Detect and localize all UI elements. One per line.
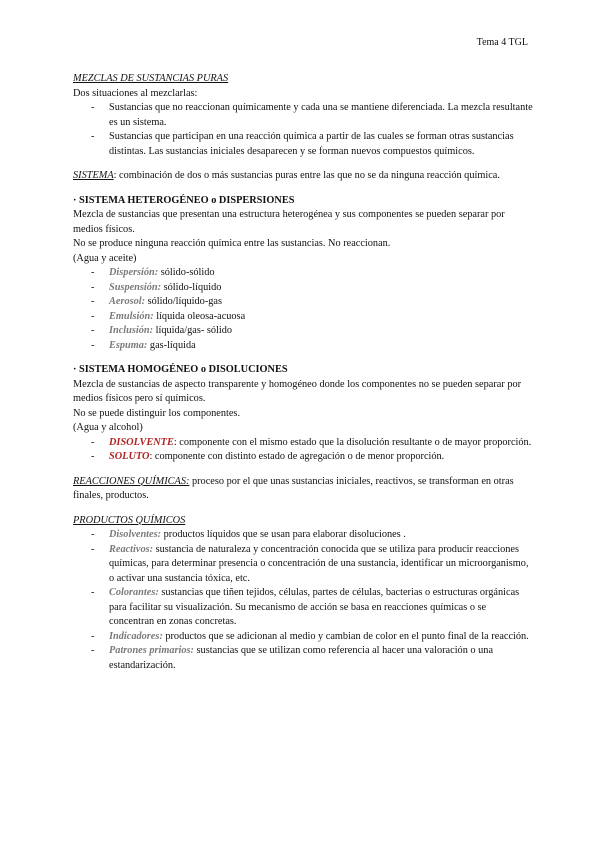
reacciones-definition	[73, 475, 533, 504]
term-label: Indicadores:	[109, 630, 163, 642]
sistema-term: SISTEMA	[73, 170, 114, 181]
homogeneo-line2: No se puede distinguir los componentes.	[73, 407, 241, 419]
section-title-mezclas: MEZCLAS DE SUSTANCIAS PURAS	[73, 73, 229, 84]
term-text: gas-líquida	[147, 339, 196, 351]
term-label: Emulsión:	[109, 310, 154, 322]
list-item	[73, 339, 533, 354]
list-item	[73, 528, 533, 543]
list-item	[73, 281, 533, 296]
section-title-homogeneo: · SISTEMA HOMOGÉNEO o DISOLUCIONES	[73, 364, 288, 375]
term-text: sustancias que se utilizan como referencia al hacer una valoración o una estandarización.	[109, 645, 494, 671]
heterogeneo-list	[73, 266, 533, 353]
reacciones-term: REACCIONES QUÍMICAS:	[73, 475, 190, 487]
section-title-productos: PRODUCTOS QUÍMICOS	[73, 514, 186, 526]
term-label: Aerosol:	[109, 296, 146, 307]
heterogeneo-example: (Agua y aceite)	[73, 252, 137, 264]
list-item	[73, 450, 533, 465]
list-item	[73, 543, 533, 587]
list-item	[73, 310, 533, 325]
reacciones-text: proceso por el que unas sustancias iniciales, reactivos, se transforman en otras finales, productos.	[73, 475, 514, 501]
heterogeneo-line1: Mezcla de sustancias que presentan una estructura heterogénea y sus componentes se pueden separar por medios físicos.	[73, 209, 505, 235]
homogeneo-list	[73, 436, 533, 465]
term-label: Espuma:	[109, 339, 148, 351]
term-label: Suspensión:	[109, 281, 162, 293]
mezclas-intro: Dos situaciones al mezclarlas:	[73, 87, 198, 99]
list-item	[73, 295, 533, 310]
list-item	[73, 630, 533, 645]
term-label: Disolventes:	[109, 529, 162, 540]
term-text: sólido/líquido-gas	[145, 296, 222, 307]
section-title-heterogeneo: · SISTEMA HETEROGÉNEO o DISPERSIONES	[73, 194, 295, 206]
term-text: : componente con el mismo estado que la disolución resultante o de mayor proporción.	[173, 436, 532, 448]
term-text: líquida oleosa-acuosa	[153, 310, 246, 322]
term-text: productos líquidos que se usan para elaborar disoluciones .	[161, 529, 406, 540]
homogeneo-line1: Mezcla de sustancias de aspecto transparente y homogéneo donde los componentes no se pueden separar por medios físicos pero sí químicos.	[73, 378, 522, 404]
list-item	[73, 266, 533, 281]
term-label: Patrones primarios:	[109, 645, 194, 656]
productos-list	[73, 528, 533, 673]
page-header: Tema 4 TGL	[476, 37, 528, 48]
list-item	[73, 644, 533, 673]
list-item: - Sustancias que participan en una reacción química a partir de las cuales se forman otras sustancias distintas. Las sustancias iniciales desaparecen y se forman nuevos compuestos químicos.	[73, 130, 533, 159]
term-text: sólido-líquido	[161, 281, 222, 293]
document-body	[73, 72, 533, 673]
term-label: Inclusión:	[109, 325, 154, 336]
term-label: SOLUTO	[109, 451, 150, 462]
term-text: sustancias que tiñen tejidos, células, partes de células, bacterias o estructuras orgánicas para facilitar su visualización. Su mecanismo de acción se basa en reacciones químicas o se concentran en zonas concretas.	[109, 587, 520, 627]
homogeneo-example: (Agua y alcohol)	[73, 422, 143, 433]
list-item	[73, 586, 533, 630]
list-item	[73, 436, 533, 451]
term-text: sustancia de naturaleza y concentración conocida que se utiliza para producir reacciones químicas, para determinar presencia o concentración de una sustancia, identificar un microorganismo, o activar una sustancia tóxica, etc.	[109, 543, 529, 584]
term-text: productos que se adicionan al medio y cambian de color en el punto final de la reacción.	[162, 630, 529, 642]
list-item	[73, 324, 533, 339]
term-label: Colorantes:	[109, 587, 159, 598]
term-text: líquida/gas- sólido	[153, 325, 233, 336]
term-label: Dispersión:	[109, 267, 159, 278]
term-label: Reactivos:	[109, 543, 154, 555]
mezclas-list	[73, 101, 533, 159]
term-label: DISOLVENTE	[109, 436, 174, 448]
heterogeneo-line2: No se produce ninguna reacción química entre las sustancias. No reaccionan.	[73, 238, 391, 249]
term-text: sólido-sólido	[158, 267, 215, 278]
sistema-text: combinación de dos o más sustancias puras entre las que no se da ninguna reacción química.	[116, 170, 500, 181]
sistema-colon: :	[113, 170, 117, 181]
list-item: - Sustancias que no reaccionan químicamente y cada una se mantiene diferenciada. La mezcla resultante es un sistema.	[73, 101, 533, 130]
sistema-definition	[73, 169, 533, 184]
term-text: : componente con distinto estado de agregación o de menor proporción.	[149, 451, 445, 462]
